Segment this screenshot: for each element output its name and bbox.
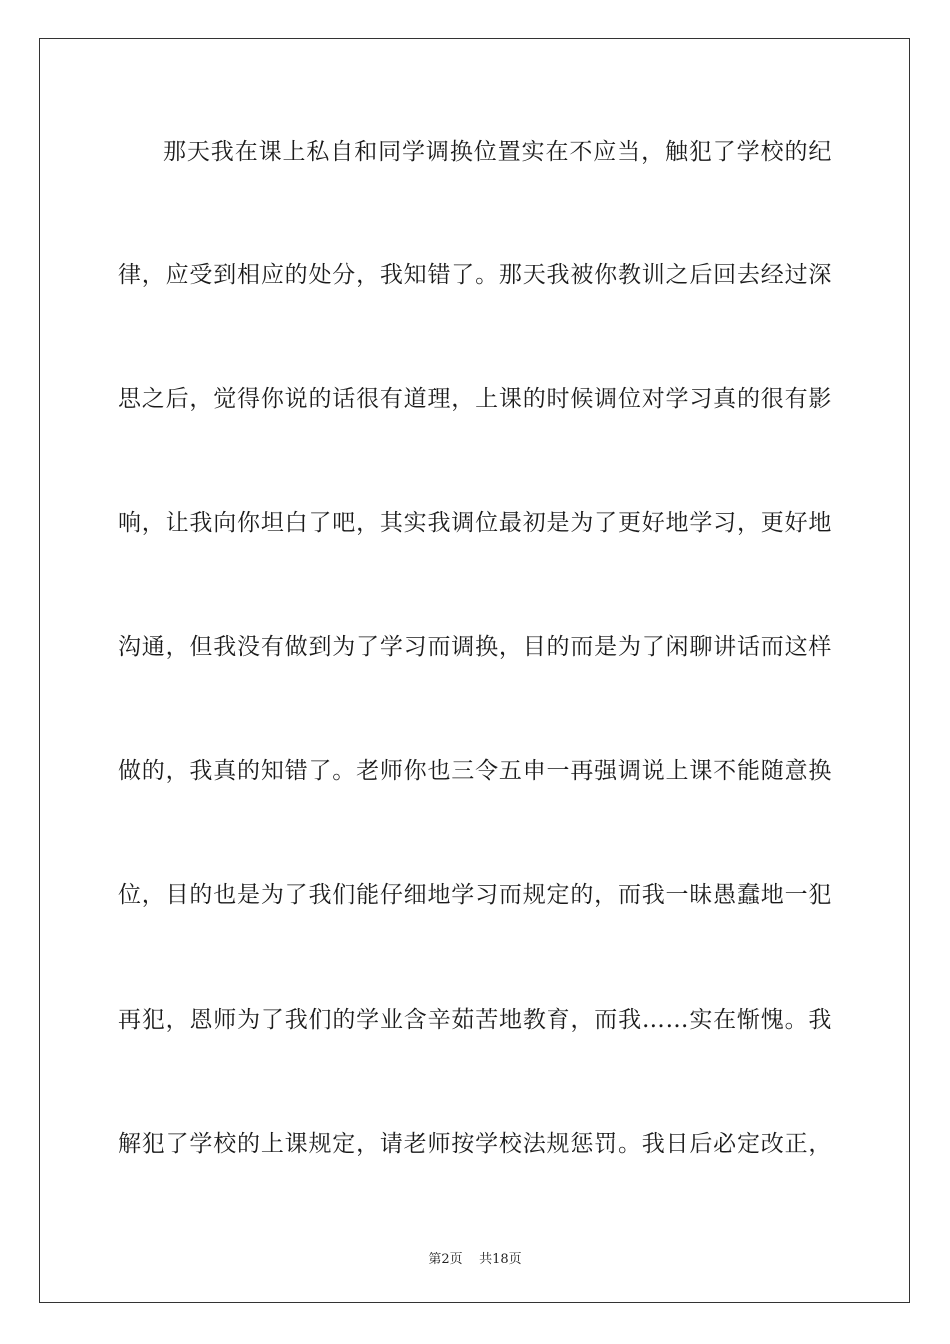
paragraph-line: 律，应受到相应的处分，我知错了。那天我被你教训之后回去经过深 xyxy=(118,262,832,288)
page-number: 第2页 xyxy=(428,1252,463,1267)
paragraph-line: 位，目的也是为了我们能仔细地学习而规定的，而我一昧愚蠢地一犯 xyxy=(118,882,832,908)
paragraph-line: 做的，我真的知错了。老师你也三令五申一再强调说上课不能随意换 xyxy=(118,758,832,784)
paragraph-line: 沟通，但我没有做到为了学习而调换，目的而是为了闲聊讲话而这样 xyxy=(118,634,832,660)
paragraph-line: 那天我在课上私自和同学调换位置实在不应当，触犯了学校的纪 xyxy=(163,139,832,165)
page-total: 共18页 xyxy=(479,1252,522,1267)
page-border xyxy=(39,38,910,1303)
paragraph-line: 响，让我向你坦白了吧，其实我调位最初是为了更好地学习，更好地 xyxy=(118,510,832,536)
paragraph-line: 解犯了学校的上课规定，请老师按学校法规惩罚。我日后必定改正， xyxy=(118,1131,832,1157)
page-footer xyxy=(0,1248,950,1267)
paragraph-line: 再犯，恩师为了我们的学业含辛茹苦地教育，而我……实在惭愧。我 xyxy=(118,1007,832,1033)
paragraph-line: 思之后，觉得你说的话很有道理，上课的时候调位对学习真的很有影 xyxy=(118,386,832,412)
